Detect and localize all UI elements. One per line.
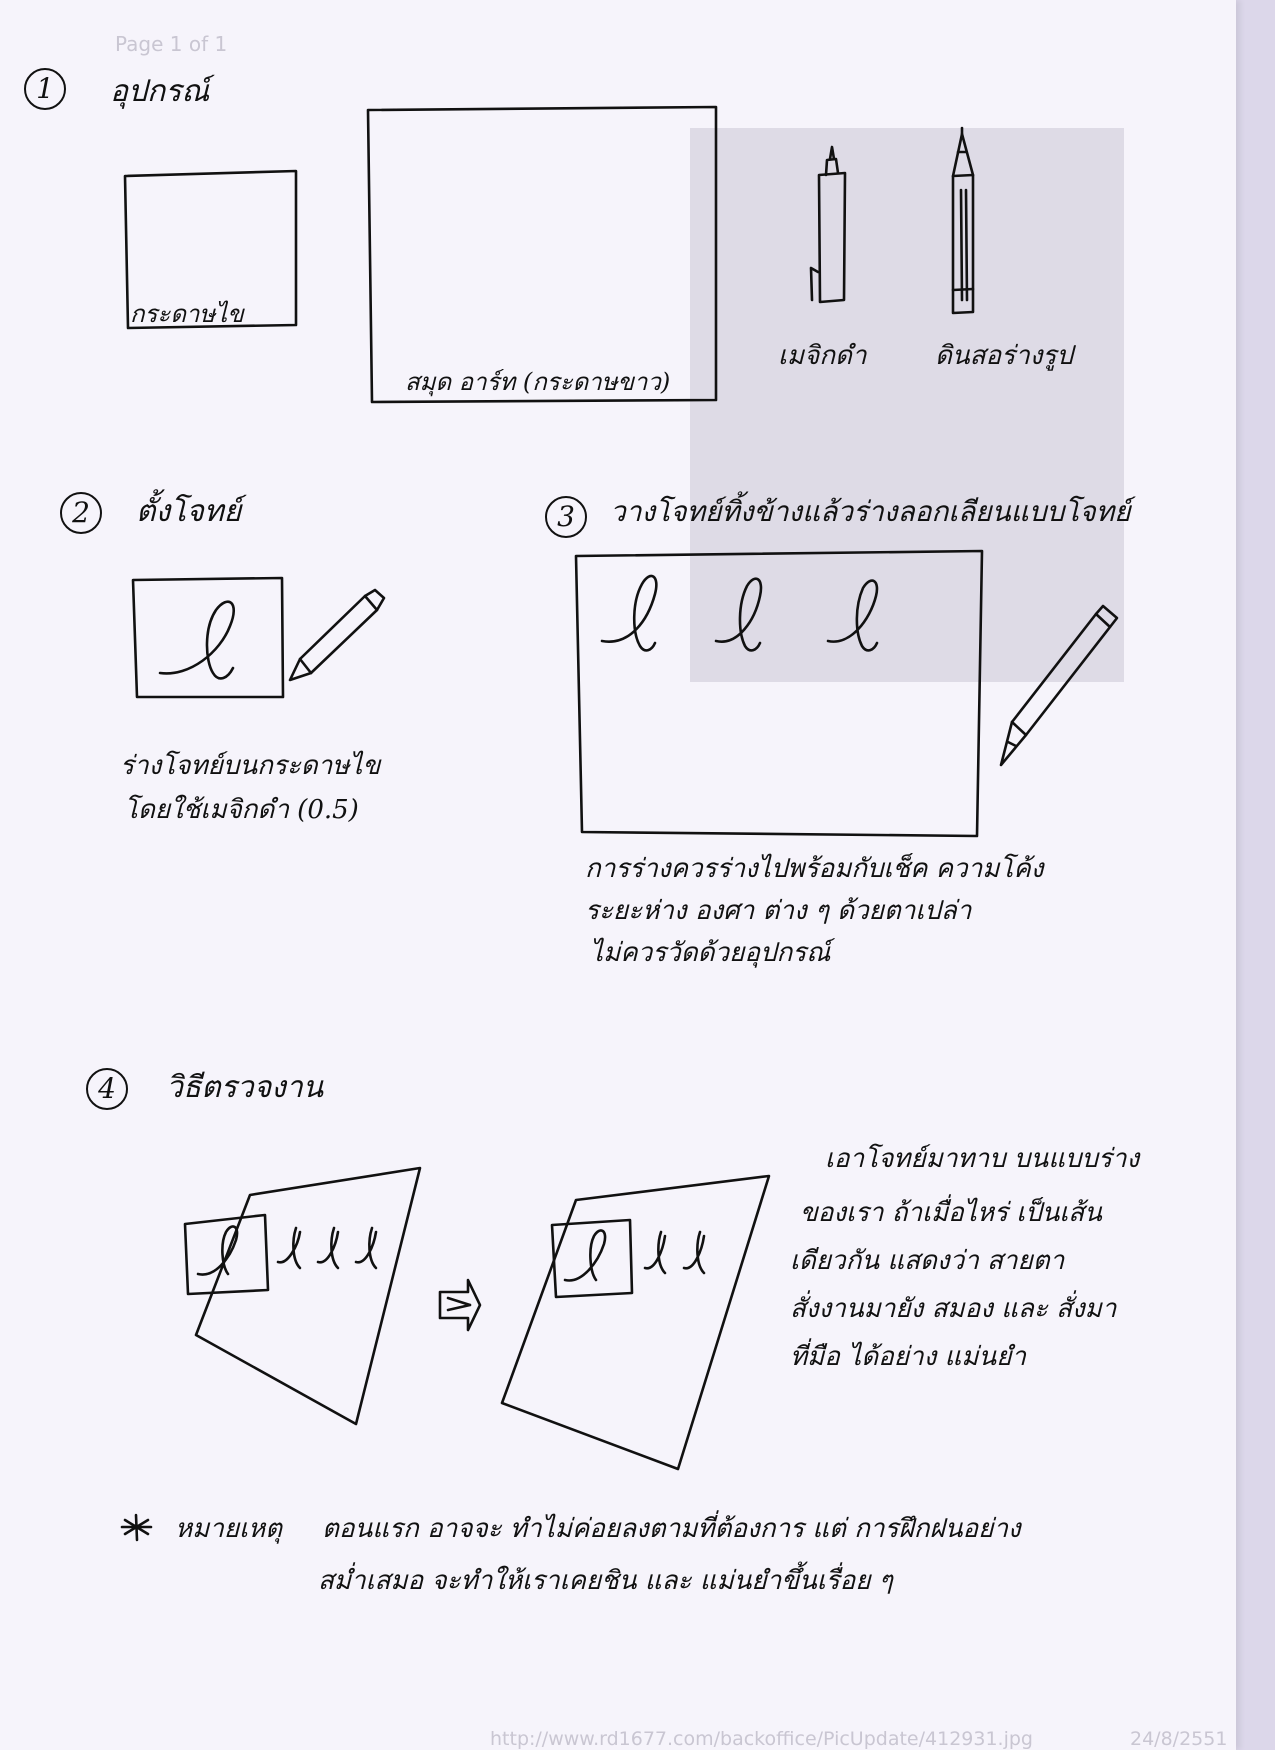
section-4-title: วิธีตรวจงาน: [166, 1070, 324, 1105]
drawing-pencil-sketch: [1001, 606, 1117, 765]
section-1-number: 1: [24, 68, 66, 110]
section-2-number: 2: [60, 492, 102, 534]
note-line-1: ตอนแรก อาจจะ ทำไม่ค่อยลงตามที่ต้องการ แต่ การฝึกฝนอย่าง: [322, 1514, 1021, 1544]
art-book-sketch: [368, 107, 716, 402]
section-3-caption-line-3: ไม่ควรวัดด้วยอุปกรณ์: [590, 938, 831, 968]
note-marker: [120, 1505, 135, 1540]
marker-pen-sketch: [290, 590, 384, 680]
section-4-number: 4: [86, 1068, 128, 1110]
section-4-text-line-3: เดียวกัน แสดงว่า สายตา: [790, 1246, 1065, 1276]
pencil-sketch: [953, 128, 973, 313]
pencil-label: ดินสอร่างรูป: [935, 341, 1073, 371]
marker-label: เมจิกดำ: [778, 341, 867, 371]
ghost-footer-date: 24/8/2551: [1130, 1728, 1228, 1750]
ghost-footer-url: http://www.rd1677.com/backoffice/PicUpdate/412931.jpg: [490, 1728, 1033, 1750]
section-3-number: 3: [545, 496, 587, 538]
note-label: หมายเหตุ: [175, 1514, 283, 1544]
section-4-text-line-5: ที่มือ ได้อย่าง แม่นยำ: [790, 1342, 1027, 1372]
overlay-sketch-right: [502, 1176, 769, 1469]
section-2-caption-line-2: โดยใช้เมจิกดำ (0.5): [124, 795, 359, 825]
section-3-title: วางโจทย์ทิ้งข้างแล้วร่างลอกเลียนแบบโจทย์: [610, 495, 1131, 528]
section-3-caption-line-2: ระยะห่าง องศา ต่าง ๆ ด้วยตาเปล่า: [585, 896, 972, 926]
section-2-caption-line-1: ร่างโจทย์บนกระดาษไข: [120, 751, 381, 781]
tracing-paper-letter: [160, 602, 234, 679]
arrow-sketch: [440, 1280, 480, 1330]
section-4-text-line-2: ของเรา ถ้าเมื่อไหร่ เป็นเส้น: [800, 1198, 1102, 1228]
ghost-page-label: Page 1 of 1: [115, 32, 228, 56]
marker-sketch: [811, 147, 845, 302]
art-book-label: สมุด อาร์ท (กระดาษขาว): [405, 368, 671, 396]
section-3-caption-line-1: การร่างควรร่างไปพร้อมกับเช็ค ความโค้ง: [585, 854, 1044, 884]
overlay-sketch-left: [185, 1168, 420, 1424]
section-4-text-line-1: เอาโจทย์มาทาบ บนแบบร่าง: [825, 1144, 1140, 1174]
section-2-title: ตั้งโจทย์: [136, 494, 242, 529]
practice-letters: [602, 576, 877, 650]
section-4-text-line-4: สั่งงานมายัง สมอง และ สั่งมา: [790, 1294, 1117, 1324]
note-line-2: สม่ำเสมอ จะทำให้เราเคยชิน และ แม่นยำขึ้นเรื่อย ๆ: [318, 1566, 893, 1596]
section-1-title: อุปกรณ์: [110, 74, 210, 109]
tracing-paper-label: กระดาษไข: [130, 300, 244, 328]
